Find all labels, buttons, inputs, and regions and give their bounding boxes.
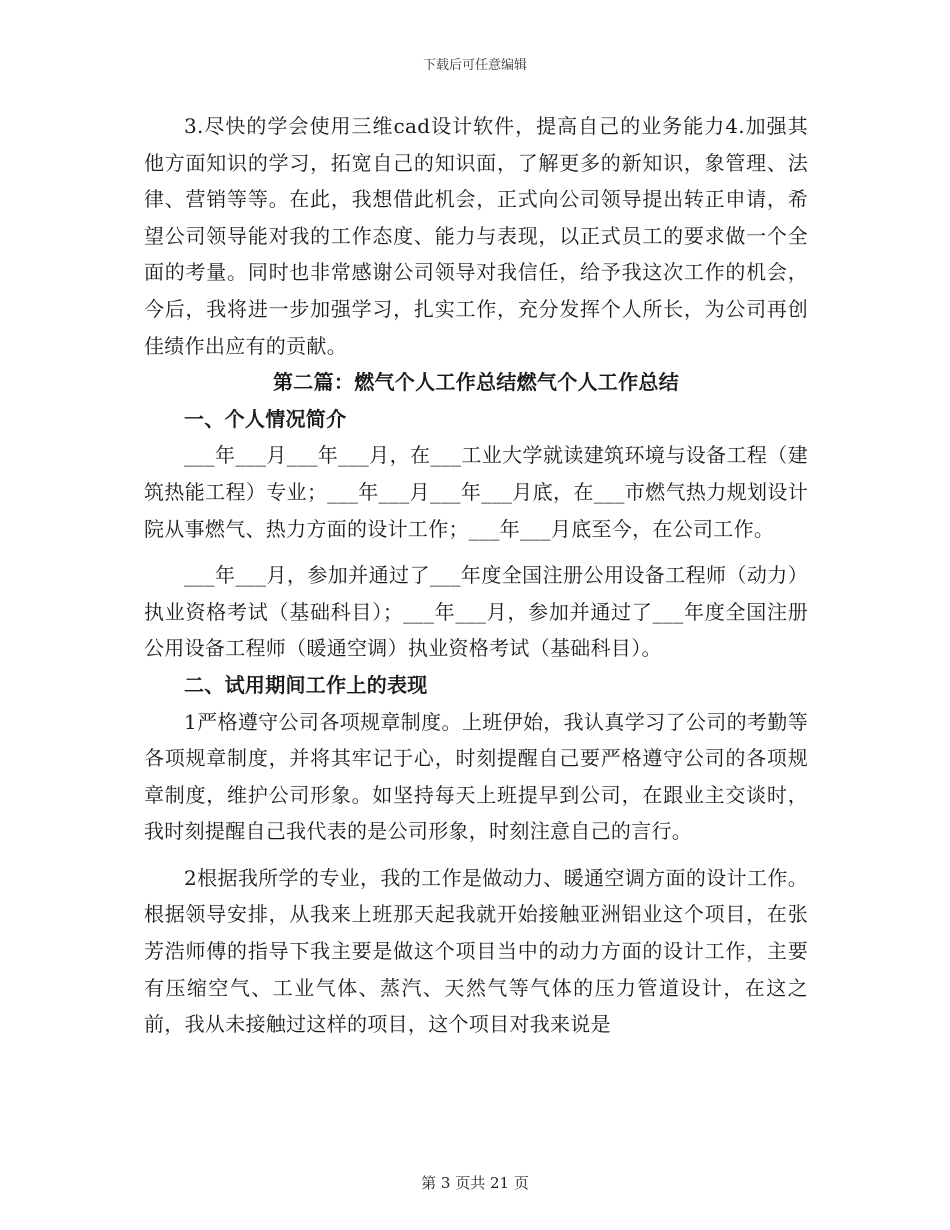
paragraph-4: 1严格遵守公司各项规章制度。上班伊始，我认真学习了公司的考勤等各项规章制度，并将其牢记于心，时刻提醒自己要严格遵守公司的各项规章制度，维护公司形象。如坚持每天上班提早到公司，在跟业主交谈时，我时刻提醒自己我代表的是公司形象，时刻注意自己的言行。 (144, 709, 808, 844)
section-title: 第二篇：燃气个人工作总结燃气个人工作总结 (273, 370, 679, 395)
paragraph-5: 2根据我所学的专业，我的工作是做动力、暖通空调方面的设计工作。根据领导安排，从我来上班那天起我就开始接触亚洲铝业这个项目，在张芳浩师傅的指导下我主要是做这个项目当中的动力方面的设计工作，主要有压缩空气、工业气体、蒸汽、天然气等气体的压力管道设计，在这之前，我从未接触过这样的项目，这个项目对我来说是 (144, 865, 808, 1037)
paragraph-1: 3.尽快的学会使用三维cad设计软件，提高自己的业务能力4.加强其他方面知识的学习，拓宽自己的知识面，了解更多的新知识，象管理、法律、营销等等。在此，我想借此机会，正式向公司领导提出转正申请，希望公司领导能对我的工作态度、能力与表现，以正式员工的要求做一个全面的考量。同时也非常感谢公司领导对我信任，给予我这次工作的机会，今后，我将进一步加强学习，扎实工作，充分发挥个人所长，为公司再创佳绩作出应有的贡献。 (144, 114, 808, 358)
paragraph-3: ___年___月，参加并通过了___年度全国注册公用设备工程师（动力）执业资格考试（基础科目）；___年___月，参加并通过了___年度全国注册公用设备工程师（暖通空调）执业资格考试（基础科目）。 (144, 563, 808, 661)
page-header: 下载后可任意编辑 (422, 58, 527, 73)
heading-probation-performance: 二、试用期间工作上的表现 (184, 672, 428, 697)
paragraph-2: ___年___月___年___月，在___工业大学就读建筑环境与设备工程（建筑热能工程）专业；___年___月___年___月底，在___市燃气热力规划设计院从事燃气、热力方面的设计工作；___年___月底至今，在公司工作。 (144, 443, 808, 541)
heading-personal-profile: 一、个人情况简介 (184, 406, 347, 431)
page-number: 第 3 页共 21 页 (421, 1174, 529, 1192)
document-body (144, 108, 808, 1043)
